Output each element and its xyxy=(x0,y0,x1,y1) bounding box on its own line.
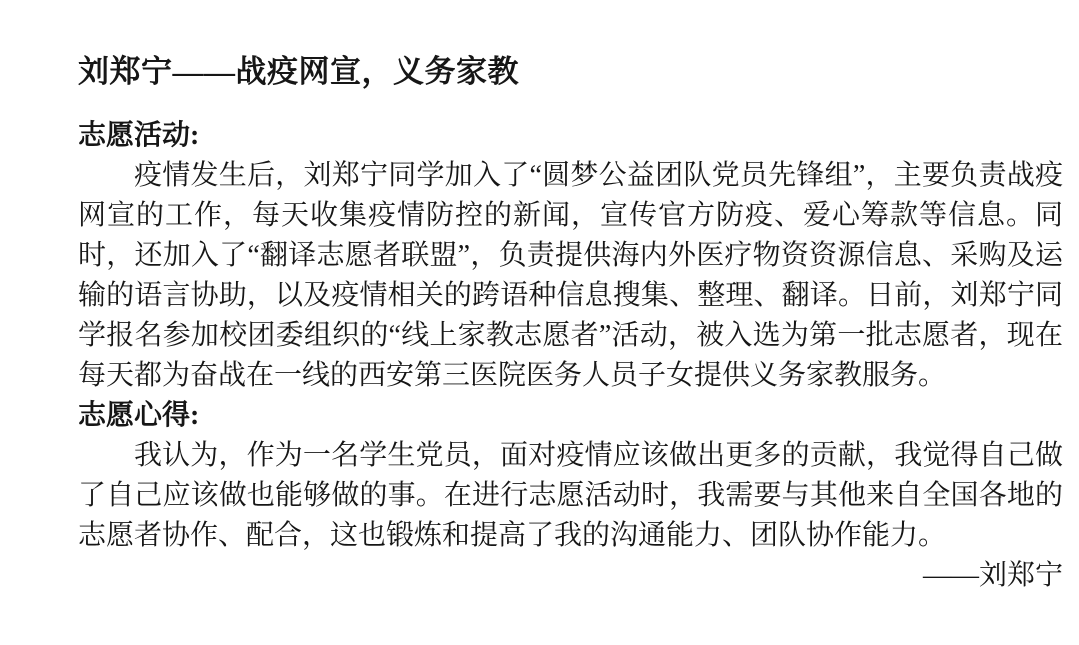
document-title: 刘郑宁——战疫网宣，义务家教 xyxy=(78,54,519,89)
section-volunteer-activity xyxy=(78,116,1063,396)
section-heading-activity: 志愿活动: xyxy=(78,120,200,151)
signature: ——刘郑宁 xyxy=(922,560,1063,591)
section-heading-reflection: 志愿心得: xyxy=(78,400,200,431)
section-volunteer-reflection xyxy=(78,396,1063,556)
section-paragraph-activity: 疫情发生后，刘郑宁同学加入了“圆梦公益团队党员先锋组”，主要负责战疫网宣的工作，每天收集疫情防控的新闻，宣传官方防疫、爱心筹款等信息。同时，还加入了“翻译志愿者联盟”，负责提供海内外医疗物资资源信息、采购及运输的语言协助，以及疫情相关的跨语种信息搜集、整理、翻译。日前，刘郑宁同学报名参加校团委组织的“线上家教志愿者”活动，被入选为第一批志愿者，现在每天都为奋战在一线的西安第三医院医务人员子女提供义务家教服务。 xyxy=(78,160,1063,391)
section-paragraph-reflection: 我认为，作为一名学生党员，面对疫情应该做出更多的贡献，我觉得自己做了自己应该做也能够做的事。在进行志愿活动时，我需要与其他来自全国各地的志愿者协作、配合，这也锻炼和提高了我的沟通能力、团队协作能力。 xyxy=(78,440,1063,551)
